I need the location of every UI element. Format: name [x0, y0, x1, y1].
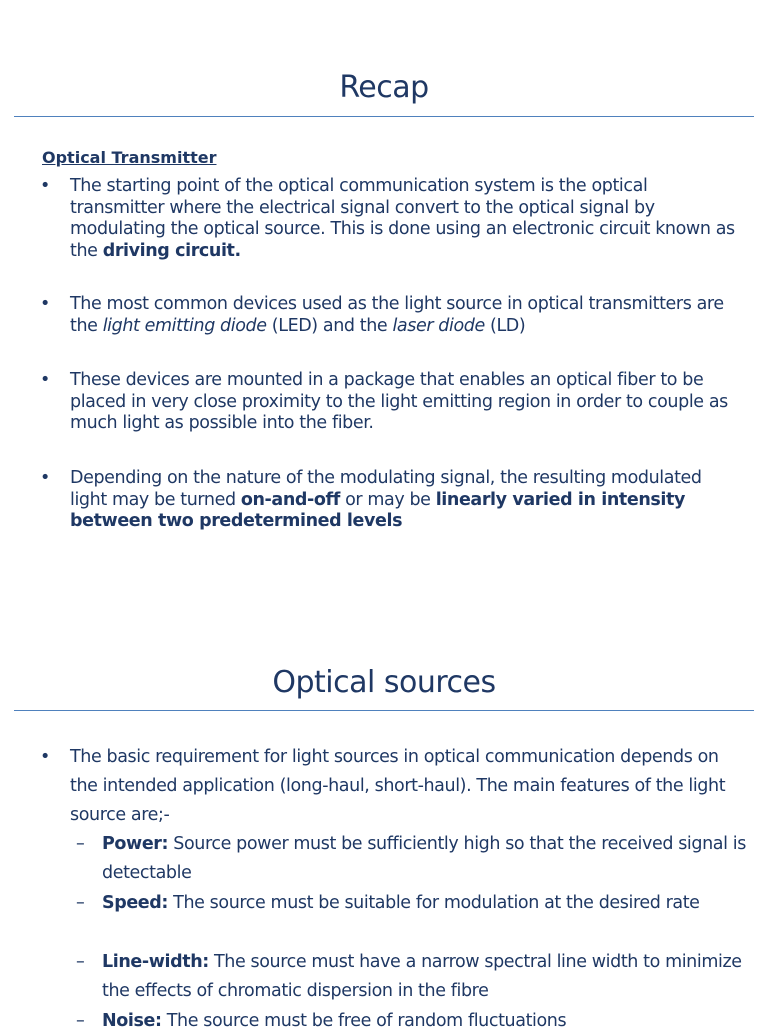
- dash-icon: –: [76, 834, 85, 854]
- italic-text: light emitting diode: [102, 315, 267, 336]
- title-divider: [14, 116, 754, 117]
- bullet-item: [40, 468, 740, 533]
- sub-bullet-text: [102, 948, 746, 1006]
- feature-text: The source must have a narrow spectral line width to minimize the effects of chromatic dispersion in the fibre: [102, 952, 742, 1001]
- sub-bullet-item: [76, 948, 746, 1006]
- title-divider: [14, 710, 754, 711]
- dash-icon: –: [76, 893, 85, 913]
- bullet-icon: •: [40, 294, 50, 314]
- feature-text: The source must be free of random fluctuations: [161, 1011, 567, 1031]
- bullet-icon: •: [40, 176, 50, 196]
- italic-text: laser diode: [392, 315, 485, 336]
- sub-bullet-item: [76, 1007, 746, 1036]
- sub-bullet-text: [102, 889, 746, 918]
- feature-text: Source power must be sufficiently high so that the received signal is detectable: [102, 834, 746, 883]
- bold-text: on-and-off: [240, 489, 340, 510]
- feature-label: Power:: [102, 834, 169, 854]
- bullet-icon: •: [40, 370, 50, 390]
- text-run: The starting point of the optical communication system is the optical transmitter where the electrical signal convert to the optical signal by modulating the optical source. This is done using an electronic circuit known as the: [70, 176, 735, 261]
- sub-bullet-item: [76, 889, 746, 918]
- bold-text: driving circuit.: [102, 240, 241, 261]
- feature-label: Speed:: [102, 893, 168, 913]
- text-run: Depending on the nature of the modulating signal, the resulting modulated light may be turned: [70, 468, 702, 510]
- text-run: or may be: [339, 489, 436, 510]
- dash-icon: –: [76, 1011, 85, 1031]
- sub-bullet-text: [102, 830, 746, 888]
- bold-text: linearly varied in intensity between two predetermined levels: [70, 489, 685, 531]
- bullet-text: [70, 294, 740, 337]
- text-run: The most common devices used as the light source in optical transmitters are the: [70, 294, 724, 336]
- slide-title-optical-sources: Optical sources: [272, 665, 496, 700]
- text-run: These devices are mounted in a package that enables an optical fiber to be placed in very close proximity to the light emitting region in order to couple as much light as possible into the fiber.: [70, 370, 728, 433]
- dash-icon: –: [76, 952, 85, 972]
- bullet-text: [70, 176, 740, 262]
- bullet-item: [40, 294, 740, 337]
- feature-label: Noise:: [102, 1011, 162, 1031]
- bullet-icon: •: [40, 468, 50, 488]
- bullet-item: [40, 370, 740, 435]
- section-subheading: Optical Transmitter: [42, 148, 217, 167]
- sub-bullet-text: [102, 1007, 746, 1036]
- bullet-item: [40, 743, 740, 830]
- feature-label: Line-width:: [102, 952, 209, 972]
- text-run: (LED) and the: [266, 315, 393, 336]
- bullet-icon: •: [40, 747, 50, 767]
- bullet-text: [70, 468, 740, 533]
- bullet-text: [70, 370, 740, 435]
- bullet-item: [40, 176, 740, 262]
- sub-bullet-item: [76, 830, 746, 888]
- text-run: (LD): [484, 315, 526, 336]
- slide-title-recap: Recap: [339, 70, 429, 105]
- bullet-text: The basic requirement for light sources in optical communication depends on the intended application (long-haul, short-haul). The main features of the light source are;-: [70, 747, 726, 825]
- feature-text: The source must be suitable for modulation at the desired rate: [168, 893, 700, 913]
